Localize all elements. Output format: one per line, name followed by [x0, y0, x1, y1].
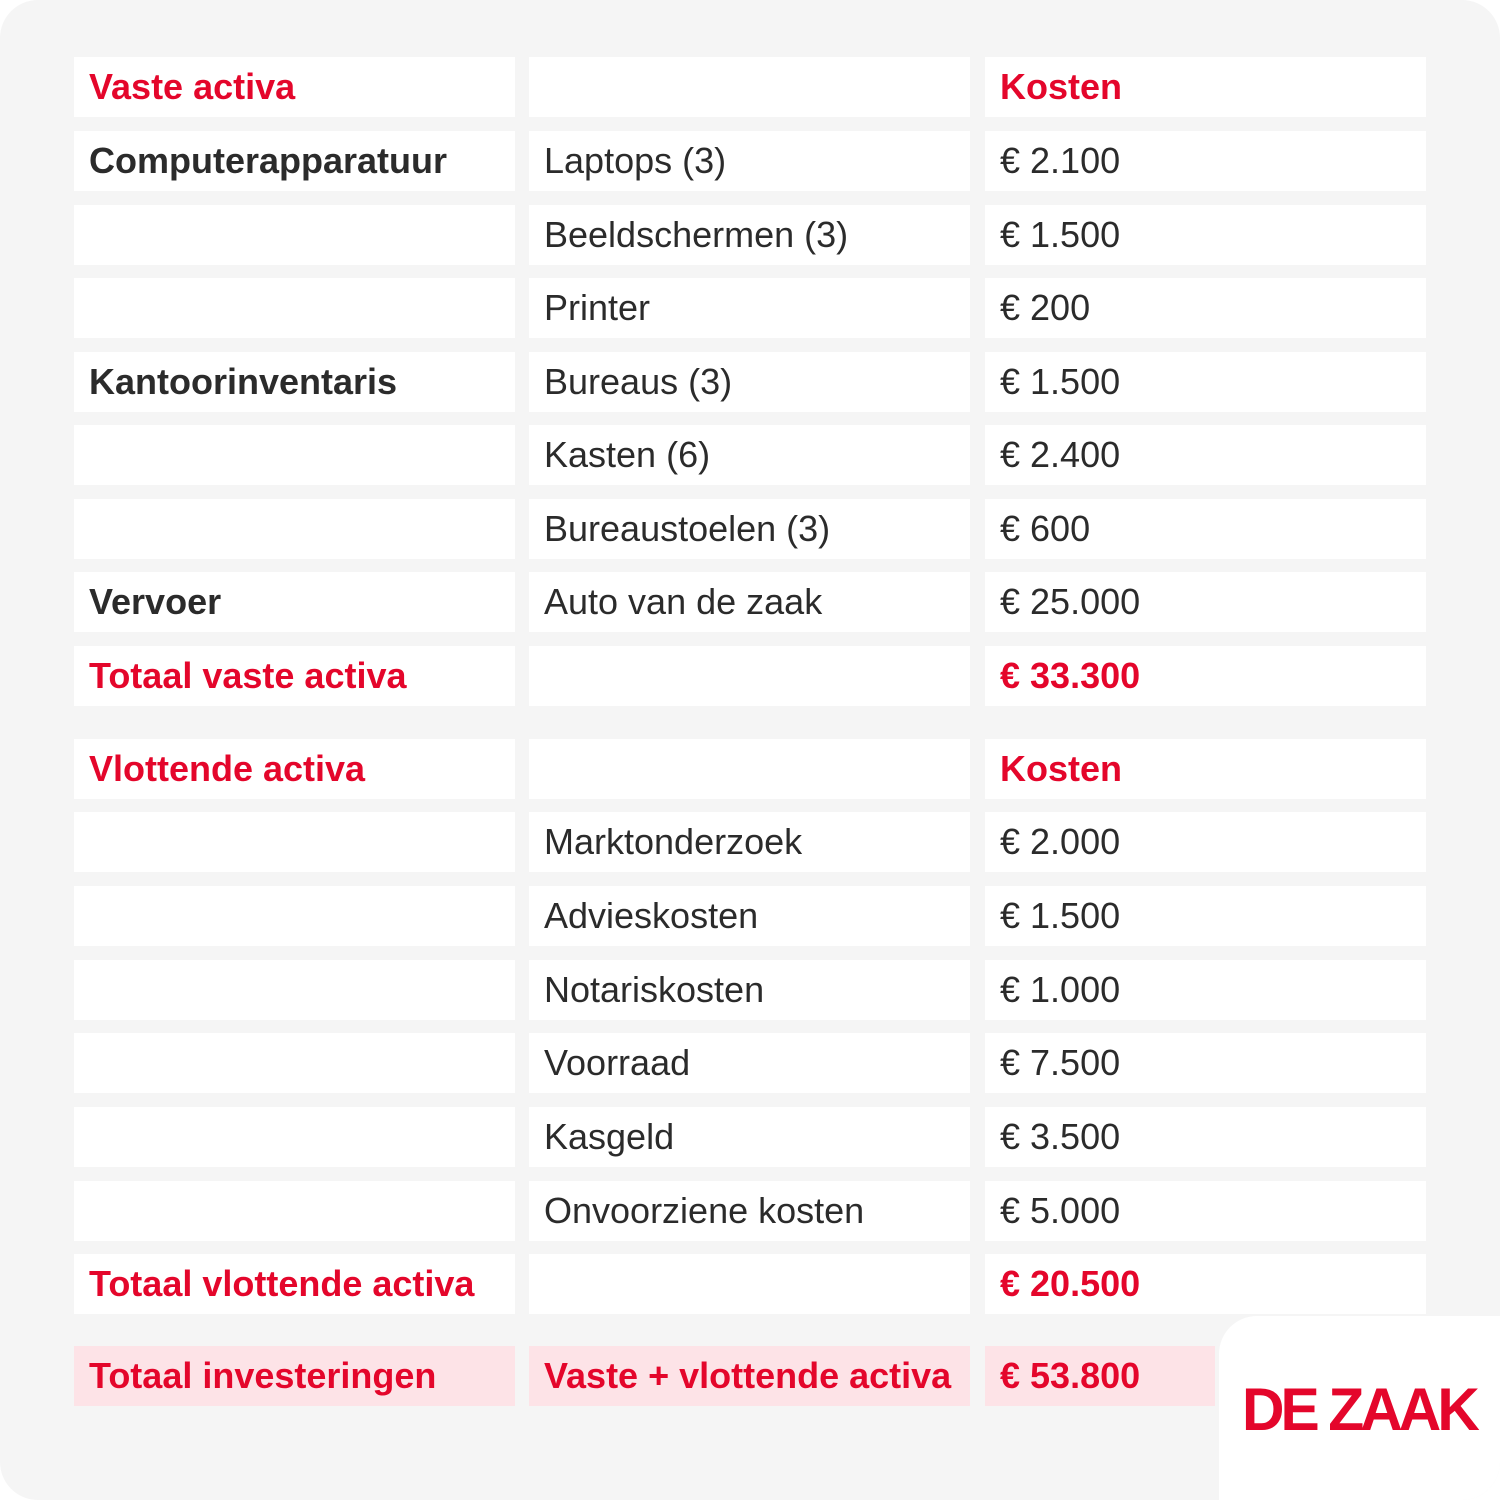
fixed-row-category: Computerapparatuur [74, 131, 515, 191]
current-assets-heading: Vlottende activa [74, 739, 515, 799]
fixed-row-category [74, 278, 515, 338]
fixed-row-cost: € 2.100 [985, 131, 1426, 191]
fixed-row-category: Kantoorinventaris [74, 352, 515, 412]
current-row-item: Marktonderzoek [529, 812, 970, 872]
current-row-item: Onvoorziene kosten [529, 1181, 970, 1241]
fixed-row-item: Bureaus (3) [529, 352, 970, 412]
current-assets-cost-heading: Kosten [985, 739, 1426, 799]
current-row-category [74, 1033, 515, 1093]
current-row-category [74, 1181, 515, 1241]
fixed-assets-cost-heading: Kosten [985, 57, 1426, 117]
current-row-item: Kasgeld [529, 1107, 970, 1167]
fixed-row-category [74, 499, 515, 559]
current-row-category [74, 1107, 515, 1167]
current-row-category [74, 960, 515, 1020]
fixed-row-category [74, 425, 515, 485]
fixed-row-item: Beeldschermen (3) [529, 205, 970, 265]
grand-total-label: Totaal investeringen [74, 1346, 515, 1406]
fixed-row-item: Laptops (3) [529, 131, 970, 191]
current-row-item: Notariskosten [529, 960, 970, 1020]
current-row-category [74, 812, 515, 872]
current-row-cost: € 1.500 [985, 886, 1426, 946]
fixed-assets-heading: Vaste activa [74, 57, 515, 117]
fixed-assets-heading-spacer [529, 57, 970, 117]
current-row-cost: € 3.500 [985, 1107, 1426, 1167]
fixed-total-cost: € 33.300 [985, 646, 1426, 706]
fixed-total-label: Totaal vaste activa [74, 646, 515, 706]
current-row-item: Voorraad [529, 1033, 970, 1093]
current-row-item: Advieskosten [529, 886, 970, 946]
current-row-cost: € 1.000 [985, 960, 1426, 1020]
fixed-row-cost: € 200 [985, 278, 1426, 338]
fixed-row-cost: € 1.500 [985, 205, 1426, 265]
fixed-row-cost: € 2.400 [985, 425, 1426, 485]
current-row-cost: € 7.500 [985, 1033, 1426, 1093]
fixed-row-cost: € 25.000 [985, 572, 1426, 632]
fixed-row-category: Vervoer [74, 572, 515, 632]
fixed-row-item: Kasten (6) [529, 425, 970, 485]
fixed-row-item: Auto van de zaak [529, 572, 970, 632]
current-total-label: Totaal vlottende activa [74, 1254, 515, 1314]
fixed-row-item: Printer [529, 278, 970, 338]
fixed-total-spacer [529, 646, 970, 706]
fixed-row-category [74, 205, 515, 265]
current-row-cost: € 2.000 [985, 812, 1426, 872]
current-row-category [74, 886, 515, 946]
fixed-row-cost: € 600 [985, 499, 1426, 559]
de-zaak-logo: DE ZAAK [1242, 1376, 1476, 1443]
fixed-row-item: Bureaustoelen (3) [529, 499, 970, 559]
current-total-spacer [529, 1254, 970, 1314]
current-total-cost: € 20.500 [985, 1254, 1426, 1314]
current-assets-heading-spacer [529, 739, 970, 799]
fixed-row-cost: € 1.500 [985, 352, 1426, 412]
grand-total-description: Vaste + vlottende activa [529, 1346, 970, 1406]
grand-total-cost: € 53.800 [985, 1346, 1215, 1406]
current-row-cost: € 5.000 [985, 1181, 1426, 1241]
